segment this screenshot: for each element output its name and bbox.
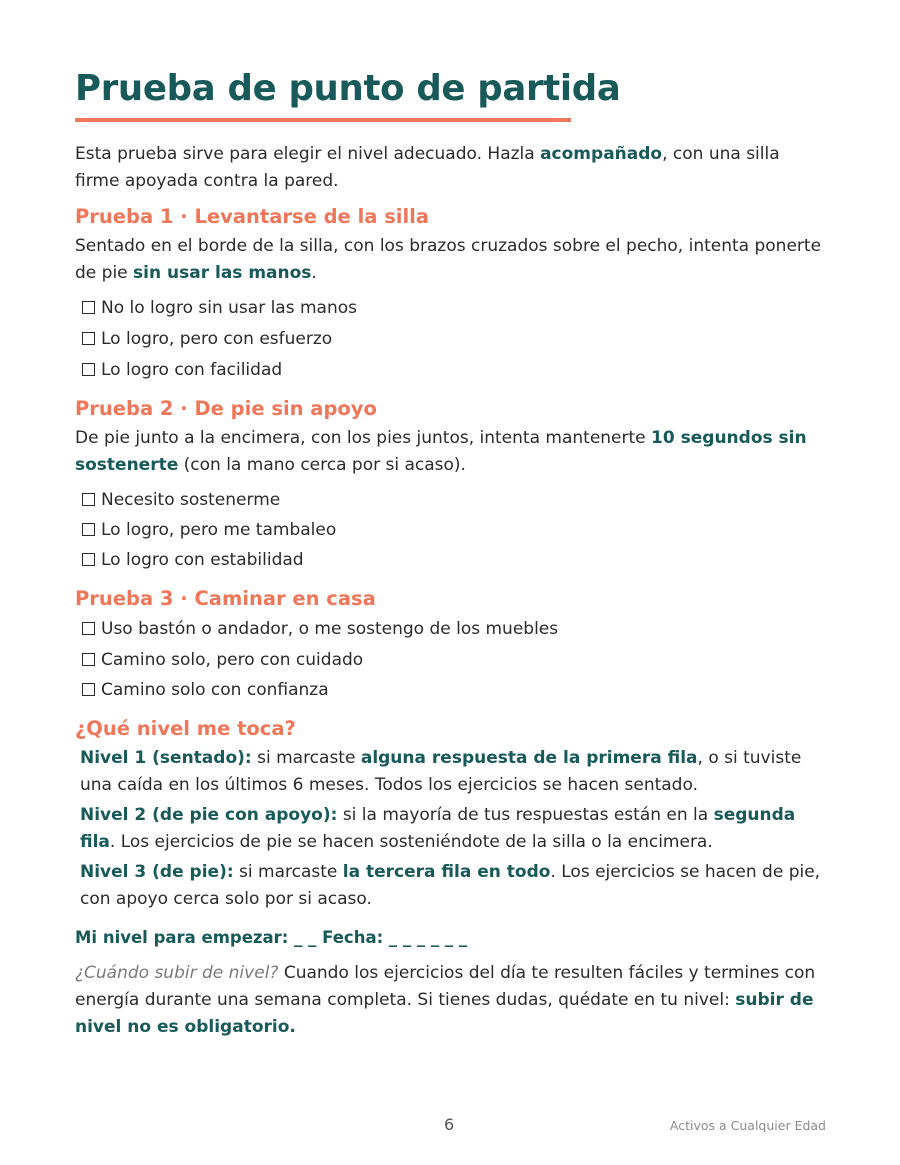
level-text-part: , o si tuviste una caída en los últimos 6 meses. Todos los ejercicios se hacen sentado.: [80, 748, 802, 795]
test1-text: [75, 233, 827, 287]
page-number: 6: [444, 1115, 455, 1134]
level-2-text: [80, 802, 825, 856]
test2-option[interactable]: [82, 549, 834, 571]
test1-text-part: .: [311, 263, 317, 283]
option-label: Lo logro con estabilidad: [101, 550, 304, 570]
option-label: Lo logro, pero me tambaleo: [101, 520, 337, 540]
option-label: Camino solo con confianza: [101, 680, 329, 700]
level-up-note: [75, 960, 827, 1041]
option-label: Uso bastón o andador, o me sostengo de los muebles: [101, 619, 559, 639]
note-text-part: Cuando los ejercicios del día te resulten fáciles y termines con energía durante una semana completa. Si tienes dudas, quédate en tu nivel:: [75, 963, 816, 1010]
test1-text-part: Sentado en el borde de la silla, con los brazos cruzados sobre el pecho, intenta ponerte de pie: [75, 236, 822, 283]
checkbox-icon[interactable]: [82, 332, 95, 345]
my-level-line[interactable]: Mi nivel para empezar: _ _ Fecha: _ _ _ _ _ _: [75, 928, 468, 947]
checkbox-icon[interactable]: [82, 493, 95, 506]
test1-option[interactable]: [82, 328, 834, 350]
option-label: Lo logro con facilidad: [101, 360, 283, 380]
footer-brand: Activos a Cualquier Edad: [669, 1118, 826, 1133]
note-question: ¿Cuándo subir de nivel?: [75, 963, 279, 983]
level-3-bold: la tercera fila en todo: [342, 862, 551, 882]
test3-option[interactable]: [82, 618, 834, 640]
level-2-bold: segunda fila: [80, 805, 796, 852]
checkbox-icon[interactable]: [82, 363, 95, 376]
level-text-part: si la mayoría de tus respuestas están en la: [337, 805, 714, 825]
intro-bold: acompañado: [540, 144, 663, 164]
test1-bold: sin usar las manos: [133, 263, 312, 283]
note-bold: subir de nivel no es obligatorio.: [75, 990, 814, 1037]
levels-heading: ¿Qué nivel me toca?: [75, 717, 296, 740]
checkbox-icon[interactable]: [82, 653, 95, 666]
checkbox-icon[interactable]: [82, 301, 95, 314]
option-label: Camino solo, pero con cuidado: [101, 650, 364, 670]
level-1-bold: alguna respuesta de la primera fila: [360, 748, 698, 768]
option-label: No lo logro sin usar las manos: [101, 298, 357, 318]
checkbox-icon[interactable]: [82, 523, 95, 536]
test2-option[interactable]: [82, 489, 834, 511]
level-3-text: [80, 859, 825, 913]
checkbox-icon[interactable]: [82, 622, 95, 635]
test1-option[interactable]: [82, 359, 834, 381]
level-2-label: Nivel 2 (de pie con apoyo):: [80, 805, 338, 825]
level-text-part: . Los ejercicios de pie se hacen sosteniéndote de la silla o la encimera.: [109, 832, 713, 852]
test2-text-part: (con la mano cerca por si acaso).: [178, 455, 466, 475]
test3-option[interactable]: [82, 679, 834, 701]
test3-heading: Prueba 3 · Caminar en casa: [75, 587, 376, 610]
test2-text-part: De pie junto a la encimera, con los pies juntos, intenta mantenerte: [75, 428, 652, 448]
test2-text: [75, 425, 827, 479]
intro-text: [75, 141, 827, 195]
test1-heading: Prueba 1 · Levantarse de la silla: [75, 205, 430, 228]
checkbox-icon[interactable]: [82, 683, 95, 696]
intro-text-part: Esta prueba sirve para elegir el nivel adecuado. Hazla: [75, 144, 541, 164]
level-3-label: Nivel 3 (de pie):: [80, 862, 234, 882]
test1-option[interactable]: [82, 297, 834, 319]
test2-option[interactable]: [82, 519, 834, 541]
option-label: Necesito sostenerme: [101, 490, 281, 510]
level-text-part: si marcaste: [233, 862, 343, 882]
test2-bold: 10 segundos sin sostenerte: [75, 428, 807, 475]
checkbox-icon[interactable]: [82, 553, 95, 566]
page-title: Prueba de punto de partida: [75, 68, 621, 109]
test3-option[interactable]: [82, 649, 834, 671]
level-1-label: Nivel 1 (sentado):: [80, 748, 252, 768]
level-text-part: . Los ejercicios se hacen de pie, con apoyo cerca solo por si acaso.: [80, 862, 821, 909]
intro-text-part: , con una silla firme apoyada contra la pared.: [75, 144, 780, 191]
test2-heading: Prueba 2 · De pie sin apoyo: [75, 397, 377, 420]
level-1-text: [80, 745, 825, 799]
level-text-part: si marcaste: [251, 748, 361, 768]
option-label: Lo logro, pero con esfuerzo: [101, 329, 333, 349]
title-underline: [75, 118, 571, 122]
